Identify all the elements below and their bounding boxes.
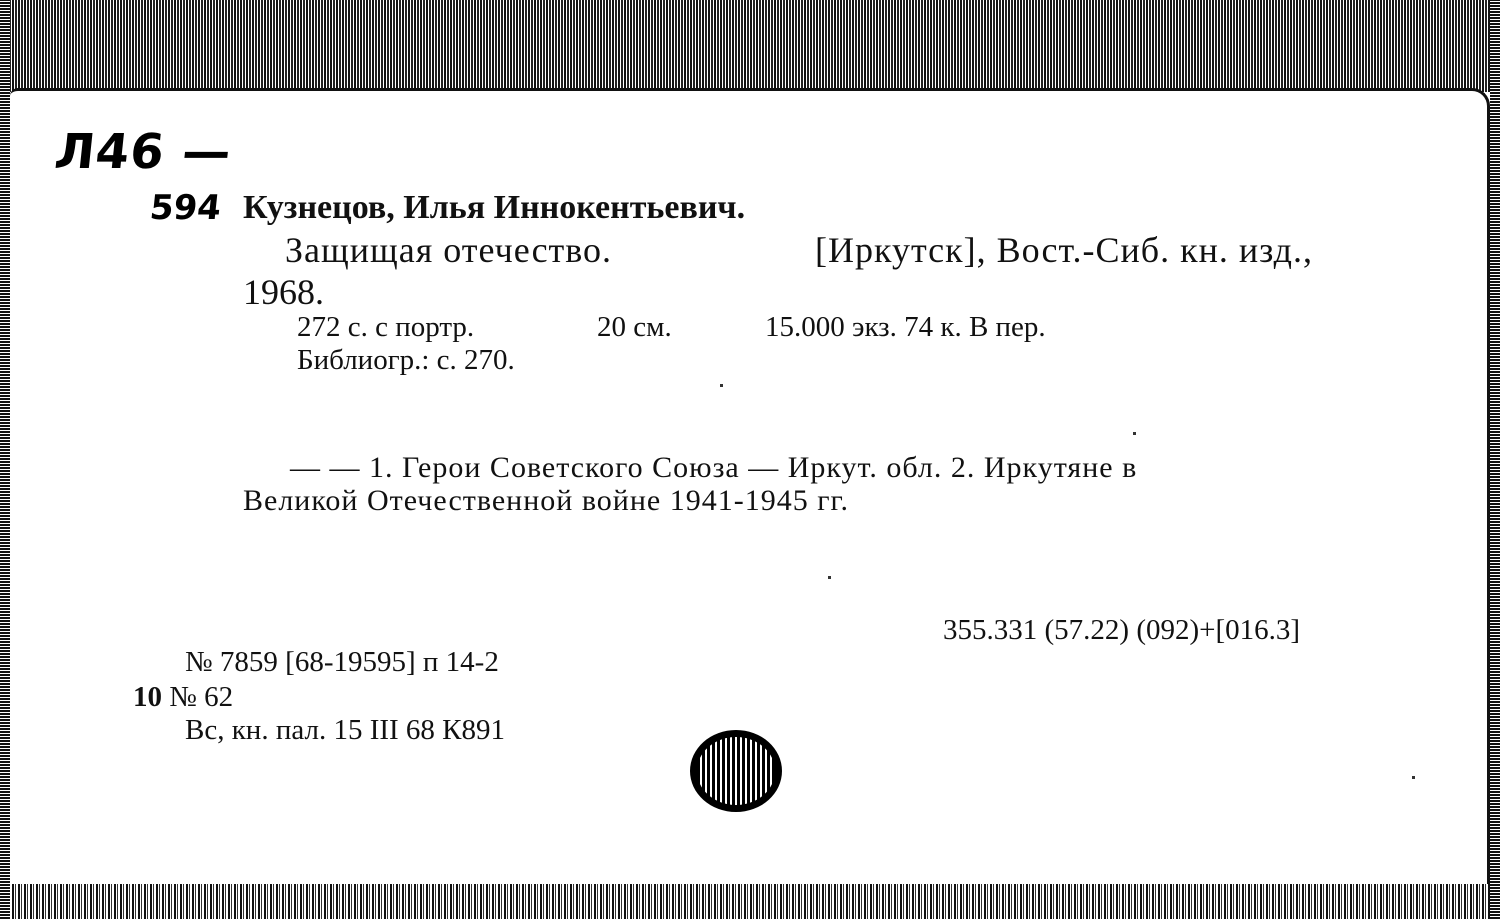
card-count-number: № 62 [169, 681, 234, 713]
copies-price-info: 15.000 экз. 74 к. В пер. [765, 311, 1046, 343]
pages-info: 272 с. с портр. [297, 311, 475, 343]
book-title: Защищая отечество. [285, 230, 613, 270]
size-info: 20 см. [597, 311, 672, 343]
scan-border-top [0, 0, 1500, 92]
subject-headings-line-1: — — 1. Герои Советского Союза — Иркут. обл. 2. Иркутяне в [290, 451, 1138, 484]
card-count [133, 683, 233, 712]
classification-index: 355.331 (57.22) (092)+[016.3] [943, 614, 1301, 646]
registration-number: № 7859 [68-19595] п 14-2 [185, 646, 499, 678]
publication-year: 1968. [243, 272, 324, 312]
bibliography-note: Библиогр.: с. 270. [297, 344, 515, 376]
scan-speck [828, 576, 831, 579]
punch-hole [690, 730, 782, 812]
call-number-handwritten-2: 594 [147, 188, 224, 228]
scan-border-bottom [0, 884, 1500, 919]
scan-speck [720, 384, 723, 387]
subject-headings-line-2: Великой Отечественной войне 1941-1945 гг. [243, 484, 849, 517]
author-heading: Кузнецов, Илья Иннокентьевич. [243, 189, 746, 226]
book-chamber-info: Вс, кн. пал. 15 III 68 К891 [185, 714, 506, 746]
scan-border-left [0, 0, 10, 919]
scan-speck [1133, 432, 1136, 435]
publication-info: [Иркутск], Вост.-Сиб. кн. изд., [815, 230, 1313, 270]
scan-border-right [1490, 0, 1500, 919]
card-count-prefix: 10 [133, 681, 162, 713]
scan-speck [1412, 776, 1415, 779]
call-number-handwritten: Л46 — [52, 124, 235, 180]
